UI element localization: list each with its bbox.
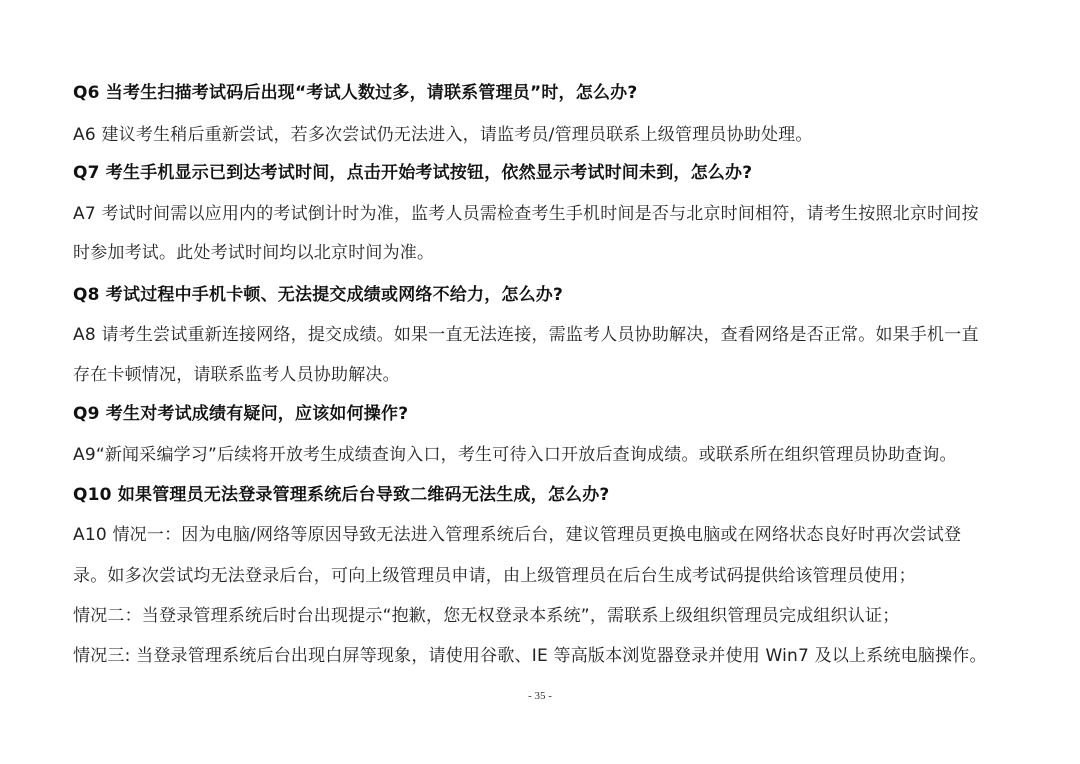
answer-a8-line-1: A8 请考生尝试重新连接网络，提交成绩。如果一直无法连接，需监考人员协助解决，查看网络是否正常。如果手机一直	[73, 325, 979, 345]
answer-a7-line-1: A7 考试时间需以应用内的考试倒计时为准，监考人员需检查考生手机时间是否与北京时间相符，请考生按照北京时间按	[73, 204, 979, 224]
answer-a9: A9“新闻采编学习”后续将开放考生成绩查询入口，考生可待入口开放后查询成绩。或联系所在组织管理员协助查询。	[73, 445, 957, 465]
answer-a6: A6 建议考生稍后重新尝试，若多次尝试仍无法进入，请监考员/管理员联系上级管理员协助处理。	[73, 125, 813, 145]
answer-a8-line-2: 存在卡顿情况，请联系监考人员协助解决。	[73, 365, 400, 385]
question-q6: Q6 当考生扫描考试码后出现“考试人数过多，请联系管理员”时，怎么办?	[73, 83, 638, 103]
question-q9: Q9 考生对考试成绩有疑问，应该如何操作?	[73, 404, 409, 424]
answer-a7-line-2: 时参加考试。此处考试时间均以北京时间为准。	[73, 243, 435, 263]
answer-a10-case-2: 情况二：当登录管理系统后时台出现提示“抱歉，您无权登录本系统”，需联系上级组织管理员完成组织认证；	[73, 606, 900, 626]
answer-a10-line-1: A10 情况一：因为电脑/网络等原因导致无法进入管理系统后台，建议管理员更换电脑或在网络状态良好时再次尝试登	[73, 525, 962, 545]
page-number: - 35 -	[528, 690, 552, 702]
question-q7: Q7 考生手机显示已到达考试时间，点击开始考试按钮，依然显示考试时间未到，怎么办?	[73, 163, 753, 183]
question-q10: Q10 如果管理员无法登录管理系统后台导致二维码无法生成，怎么办?	[73, 485, 610, 505]
answer-a10-case-3: 情况三: 当登录管理系统后台出现白屏等现象，请使用谷歌、IE 等高版本浏览器登录并使用 Win7 及以上系统电脑操作。	[73, 646, 987, 666]
question-q8: Q8 考试过程中手机卡顿、无法提交成绩或网络不给力，怎么办?	[73, 285, 564, 305]
answer-a10-line-2: 录。如多次尝试均无法登录后台，可向上级管理员申请，由上级管理员在后台生成考试码提供给该管理员使用；	[73, 566, 916, 586]
